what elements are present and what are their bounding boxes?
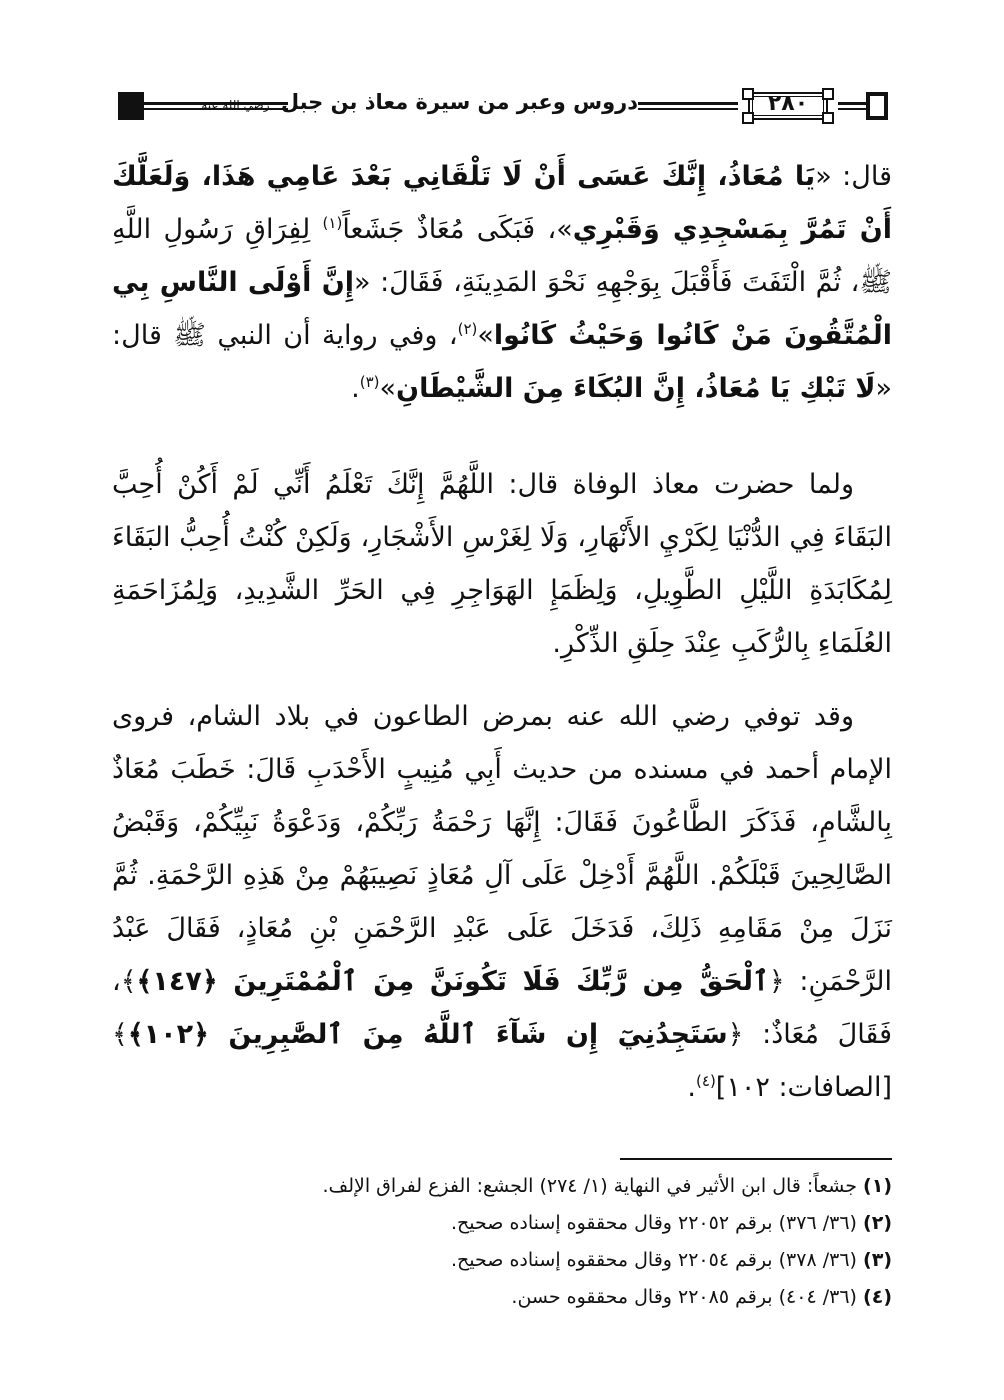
hadith-quote: لَا تَبْكِ يَا مُعَاذُ، إِنَّ البُكَاءَ مِنَ الشَّيْطَانِ — [396, 373, 876, 404]
page-number: ٢٨٠ — [767, 91, 809, 116]
footnote-text: جشعاً: قال ابن الأثير في النهاية (١/ ٢٧٤) الجشع: الفزع لفراق الإلف. — [322, 1175, 857, 1197]
paragraph-2 — [112, 458, 892, 670]
running-title-text: دروس وعبر من سيرة معاذ بن جبل — [280, 90, 638, 114]
text-run: ، وفي رواية أن النبي ﷺ قال: « — [112, 320, 892, 404]
footnote-separator — [620, 1158, 892, 1160]
header-left-ornament — [118, 92, 144, 120]
text-run: ولما حضرت معاذ الوفاة قال: اللَّهُمَّ إِنَّكَ تَعْلَمُ أَنِّي لَمْ أَكُنْ أُحِبَّ البَقَاءَ فِي الدُّنْيَا لِكَرْيِ الأَنْهَارِ، وَلَا لِغَرْسِ الأَشْجَارِ، وَلَكِنْ كُنْتُ أُحِبُّ البَقَاءَ لِمُكَابَدَةِ اللَّيْلِ الطَّوِيلِ، وَلِظَمَإِ الهَوَاجِرِ فِي الحَرِّ الشَّدِيدِ، وَلِمُزَاحَمَةِ العُلَمَاءِ بِالرُّكَبِ عِنْدَ حِلَقِ الذِّكْرِ. — [112, 469, 892, 659]
text-run: »، فَبَكَى مُعَاذٌ جَشَعاً — [342, 214, 573, 245]
text-run: لِفِرَاقِ رَسُولِ اللَّهِ ﷺ، ثُمَّ الْتَفَتَ فَأَقْبَلَ بِوَجْهِهِ نَحْوَ المَدِينَةِ، فَقَالَ: « — [112, 214, 892, 298]
footnote-ref[interactable]: (٣) — [359, 373, 380, 391]
paragraph-1 — [112, 150, 892, 415]
header-rule — [838, 102, 868, 110]
quran-verse: سَتَجِدُنِيٓ إِن شَآءَ ٱللَّهُ مِنَ ٱلصَّٰبِرِينَ ﴿١٠٢﴾ — [127, 1019, 728, 1050]
footnote-number: (١) — [863, 1175, 892, 1197]
text-run: ﴾ [الصافات: ١٠٢] — [112, 1019, 892, 1103]
paragraph-3 — [112, 690, 892, 1114]
footnotes — [112, 1168, 892, 1316]
text-run: قال: « — [815, 161, 892, 192]
quran-verse: ٱلْحَقُّ مِن رَّبِّكَ فَلَا تَكُونَنَّ مِنَ ٱلْمُمْتَرِينَ ﴿١٤٧﴾ — [136, 966, 769, 997]
footnote-ref[interactable]: (٤) — [696, 1072, 716, 1090]
footnote-text: (٣٦/ ٣٧٨) برقم ٢٢٠٥٤ وقال محققوه إسناده صحيح. — [450, 1249, 857, 1271]
header-rule — [638, 102, 738, 110]
header-rule — [144, 102, 168, 110]
text-run: » — [477, 320, 494, 351]
text-run: » — [379, 373, 397, 404]
page-number-box — [738, 88, 838, 124]
text-run: وقد توفي رضي الله عنه بمرض الطاعون في بلاد الشام، فروى الإمام أحمد في مسنده من حديث أَبِي مُنِيبٍ الأَحْدَبِ قَالَ: خَطَبَ مُعَاذٌ بِالشَّامِ، فَذَكَرَ الطَّاعُونَ فَقَالَ: إِنَّهَا رَحْمَةُ رَبِّكُمْ، وَدَعْوَةُ نَبِيِّكُمْ، وَقَبْضُ الصَّالِحِينَ قَبْلَكُمْ. اللَّهُمَّ أَدْخِلْ عَلَى آلِ مُعَاذٍ نَصِيبَهُمْ مِنْ هَذِهِ الرَّحْمَةِ. ثُمَّ نَزَلَ مِنْ مَقَامِهِ ذَلِكَ، فَدَخَلَ عَلَى عَبْدِ الرَّحْمَنِ بْنِ مُعَاذٍ، فَقَالَ عَبْدُ الرَّحْمَنِ: ﴿ — [112, 701, 892, 997]
footnote-number: (٢) — [863, 1212, 892, 1234]
honorific: رضي الله عنه — [201, 98, 270, 112]
footnote-number: (٣) — [863, 1249, 892, 1271]
header-right-ornament — [866, 92, 888, 120]
footnote-number: (٤) — [863, 1286, 892, 1308]
page-header — [118, 88, 888, 124]
hadith-quote: يَا مُعَاذُ، إِنَّكَ عَسَى أَنْ لَا تَلْقَانِي بَعْدَ عَامِي هَذَا، وَلَعَلَّكَ أَنْ تَمُرَّ بِمَسْجِدِي وَقَبْرِي — [112, 161, 892, 245]
footnote-item — [112, 1168, 892, 1205]
footnote-text: (٣٦/ ٣٧٦) برقم ٢٢٠٥٢ وقال محققوه إسناده صحيح. — [450, 1212, 857, 1234]
footnote-ref[interactable]: (١) — [322, 214, 343, 232]
running-title — [201, 90, 638, 114]
footnote-item — [112, 1205, 892, 1242]
text-run: . — [687, 1072, 697, 1103]
text-run: . — [351, 373, 360, 404]
hadith-quote: إِنَّ أَوْلَى النَّاسِ بِي الْمُتَّقُونَ مَنْ كَانُوا وَحَيْثُ كَانُوا — [112, 267, 892, 351]
text-run: ﴾، فَقَالَ مُعَاذٌ: ﴿ — [112, 966, 892, 1050]
footnote-ref[interactable]: (٢) — [457, 320, 478, 338]
footnote-item — [112, 1279, 892, 1316]
footnote-item — [112, 1242, 892, 1279]
footnote-text: (٣٦/ ٤٠٤) برقم ٢٢٠٨٥ وقال محققوه حسن. — [511, 1286, 857, 1308]
